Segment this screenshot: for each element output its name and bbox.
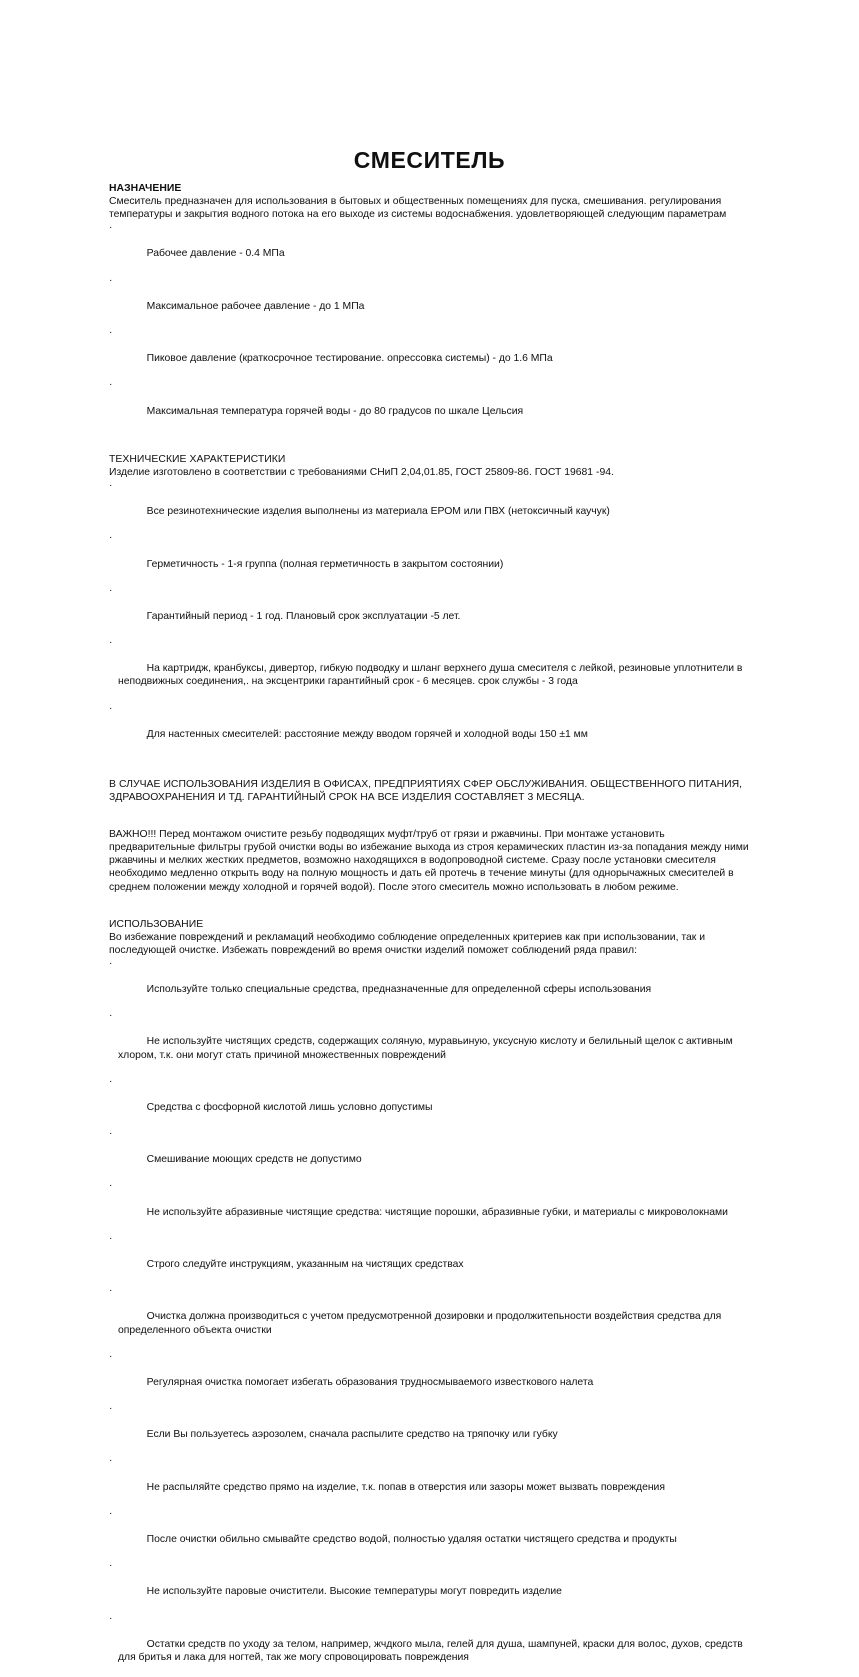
list-item bbox=[109, 1075, 749, 1127]
list-item bbox=[109, 1232, 749, 1284]
bullet-dot-icon: · bbox=[109, 957, 113, 969]
bullet-dot-icon: · bbox=[109, 1350, 113, 1362]
list-item-text: После очистки обильно смывайте средство водой, полностью удаляя остатки чистящего средства и продукты bbox=[146, 1534, 677, 1545]
important-notice-text: ВАЖНО!!! Перед монтажом очистите резьбу подводящих муфт/труб от грязи и ржавчины. При монтаже установить предварительные фильтры грубой очистки воды во избежание выхода из строя керамических пластин из-за попадания между ними ржавчины и мелких жестких предметов, возможно находящихся в водопроводной системе. Сразу после установки смесителя необходимо медленно открыть воду на полную мощность и дать ей протечь в течение минуты (для однорычажных смесителей в среднем положении между холодной и горячей водой). После этого смеситель можно использовать в любом режиме. bbox=[109, 829, 752, 893]
bullet-dot-icon: · bbox=[109, 1285, 113, 1297]
list-item bbox=[109, 702, 749, 754]
bullet-dot-icon: · bbox=[109, 532, 113, 544]
section-usage bbox=[109, 918, 749, 1677]
list-item-text: Не используйте чистящих средств, содержащих соляную, муравьиную, уксусную кислоту и белильный щелок с активным хлором, т.к. они могут стать причиной множественных повреждений bbox=[118, 1036, 736, 1061]
section-heading-technical: ТЕХНИЧЕСКИЕ ХАРАКТЕРИСТИКИ bbox=[109, 453, 286, 465]
section-intro-purpose: Смеситель предназначен для использования в бытовых и общественных помещениях для пуска, смешивания. регулирования температуры и закрытия водного потока на его выходе из системы водоснабжения. удовлетворяющей следующим параметрам bbox=[109, 196, 727, 221]
bullet-dot-icon: · bbox=[109, 222, 113, 234]
list-item-text: Для настенных смесителей: расстояние между вводом горячей и холодной воды 150 ±1 мм bbox=[146, 728, 588, 740]
list-item-text: Смешивание моющих средств не допустимо bbox=[146, 1154, 362, 1166]
list-item bbox=[109, 636, 749, 701]
bullet-dot-icon: · bbox=[109, 702, 113, 714]
bullet-dot-icon: · bbox=[109, 1560, 113, 1572]
bullet-dot-icon: · bbox=[109, 274, 113, 286]
section-spacer bbox=[109, 815, 749, 828]
list-item bbox=[109, 1559, 749, 1611]
list-item-text: Рабочее давление - 0.4 МПа bbox=[146, 248, 285, 260]
page-title: СМЕСИТЕЛЬ bbox=[353, 147, 506, 174]
bullet-dot-icon: · bbox=[109, 1612, 113, 1624]
list-item-text: Если Вы пользуетесь аэрозолем, сначала распылите средство на тряпочку или губку bbox=[146, 1429, 558, 1441]
bullet-dot-icon: · bbox=[109, 479, 113, 491]
bullet-dot-icon: · bbox=[109, 584, 113, 596]
bullet-dot-icon: · bbox=[109, 1403, 113, 1415]
list-item bbox=[109, 1612, 749, 1677]
list-item bbox=[109, 1179, 749, 1231]
list-item bbox=[109, 1009, 749, 1074]
bullet-dot-icon: · bbox=[109, 637, 113, 649]
list-item-text: Не используйте абразивные чистящие средства: чистящие порошки, абразивные губки, и материалы с микроволокнами bbox=[146, 1206, 728, 1218]
list-item-text: Регулярная очистка помогает избегать образования трудносмываемого известкового налета bbox=[146, 1376, 594, 1388]
bullet-dot-icon: · bbox=[109, 1128, 113, 1140]
section-spacer bbox=[109, 765, 749, 778]
list-item-text: На картридж, кранбуксы, дивертор, гибкую подводку и шланг верхнего душа смесителя с лейкой, резиновые уплотнители в неподвижных соединения,. на эксцентрики гарантийный срок - 6 месяцев. срок службы - 3 года bbox=[118, 663, 746, 688]
section-intro-technical: Изделие изготовлено в соответствии с требованиями СНиП 2,04,01.85, ГОСТ 25809-86. ГОСТ 19681 -94. bbox=[109, 466, 614, 478]
bullet-dot-icon: · bbox=[109, 1180, 113, 1192]
list-item bbox=[109, 1454, 749, 1506]
bullet-dot-icon: · bbox=[109, 327, 113, 339]
list-item-text: Используйте только специальные средства, предназначенные для определенной сферы использования bbox=[146, 984, 652, 996]
section-heading-usage: ИСПОЛЬЗОВАНИЕ bbox=[109, 918, 204, 930]
bullet-list-purpose bbox=[109, 221, 749, 431]
list-item bbox=[109, 957, 749, 1009]
list-item-text: Очистка должна производиться с учетом предусмотренной дозировки и продолжитепьности воздействия средства для определенного объекта очистки bbox=[118, 1311, 725, 1336]
bullet-dot-icon: · bbox=[109, 1507, 113, 1519]
list-item-text: Строго следуйте инструкциям, указанным на чистящих средствах bbox=[146, 1259, 464, 1271]
list-item-text: Пиковое давление (краткосрочное тестирование. опрессовка системы) - до 1.6 МПа bbox=[146, 353, 553, 365]
list-item bbox=[109, 274, 749, 326]
bullet-dot-icon: · bbox=[109, 1455, 113, 1467]
list-item bbox=[109, 584, 749, 636]
section-heading-purpose: НАЗНАЧЕНИЕ bbox=[109, 183, 182, 194]
list-item-text: Не используйте паровые очистители. Высокие температуры могут повредить изделие bbox=[146, 1586, 562, 1598]
bullet-dot-icon: · bbox=[109, 1010, 113, 1022]
list-item-text: Герметичность - 1-я группа (полная герметичность в закрытом состоянии) bbox=[146, 558, 504, 570]
list-item bbox=[109, 1284, 749, 1349]
list-item bbox=[109, 1350, 749, 1402]
bullet-list-usage bbox=[109, 957, 749, 1677]
list-item bbox=[109, 479, 749, 531]
list-item bbox=[109, 326, 749, 378]
document-body bbox=[109, 182, 752, 1677]
list-item-text: Максимальная температура горячей воды - до 80 градусов по шкале Цельсия bbox=[146, 405, 524, 417]
section-intro-usage: Во избежание повреждений и рекламаций необходимо соблюдение определенных критериев как при использовании, так и последующей очистке. Избежать повреждений во время очистки изделий поможет соблюдений ряда правил: bbox=[109, 931, 709, 956]
list-item bbox=[109, 221, 749, 273]
list-item bbox=[109, 378, 749, 430]
bullet-dot-icon: · bbox=[109, 379, 113, 391]
list-item-text: Гарантийный период - 1 год. Плановый срок эксплуатации -5 лет. bbox=[146, 610, 461, 622]
section-technical bbox=[109, 453, 749, 754]
list-item-text: Средства с фосфорной кислотой лишь условно допустимы bbox=[146, 1101, 433, 1113]
section-spacer bbox=[109, 442, 749, 453]
bullet-list-technical bbox=[109, 479, 749, 754]
section-purpose bbox=[109, 182, 749, 431]
list-item bbox=[109, 1402, 749, 1454]
list-item-text: Не распыляйте средство прямо на изделие, т.к. попав в отверстия или зазоры может вызвать повреждения bbox=[146, 1481, 665, 1493]
list-item-text: Остатки средств по уходу за телом, например, жчдкого мыла, гелей для душа, шампуней, краски для волос, духов, средств для бритья и лака для ногтей, так же могу спровоцировать повреждения bbox=[118, 1638, 746, 1663]
list-item-text: Максимальное рабочее давление - до 1 МПа bbox=[146, 300, 365, 312]
list-item bbox=[109, 531, 749, 583]
list-item bbox=[109, 1507, 749, 1559]
list-item-text: Все резинотехнические изделия выполнены из материала ЕРОМ или ПВХ (нетоксичный каучук) bbox=[146, 506, 610, 518]
list-item bbox=[109, 1127, 749, 1179]
bullet-dot-icon: · bbox=[109, 1075, 113, 1087]
warranty-notice-text: В СЛУЧАЕ ИСПОЛЬЗОВАНИЯ ИЗДЕЛИЯ В ОФИСАХ, ПРЕДПРИЯТИЯХ СФЕР ОБСЛУЖИВАНИЯ. ОБЩЕСТВЕННОГО ПИТАНИЯ, ЗДРАВООХРАНЕНИЯ И ТД. ГАРАНТИЙНЫЙ СРОК НА ВСЕ ИЗДЕЛИЯ СОСТАВЛЯЕТ 3 МЕСЯЦА. bbox=[109, 778, 746, 804]
section-warranty-notice bbox=[109, 778, 749, 804]
section-spacer bbox=[109, 905, 749, 918]
section-important bbox=[109, 828, 752, 893]
bullet-dot-icon: · bbox=[109, 1232, 113, 1244]
